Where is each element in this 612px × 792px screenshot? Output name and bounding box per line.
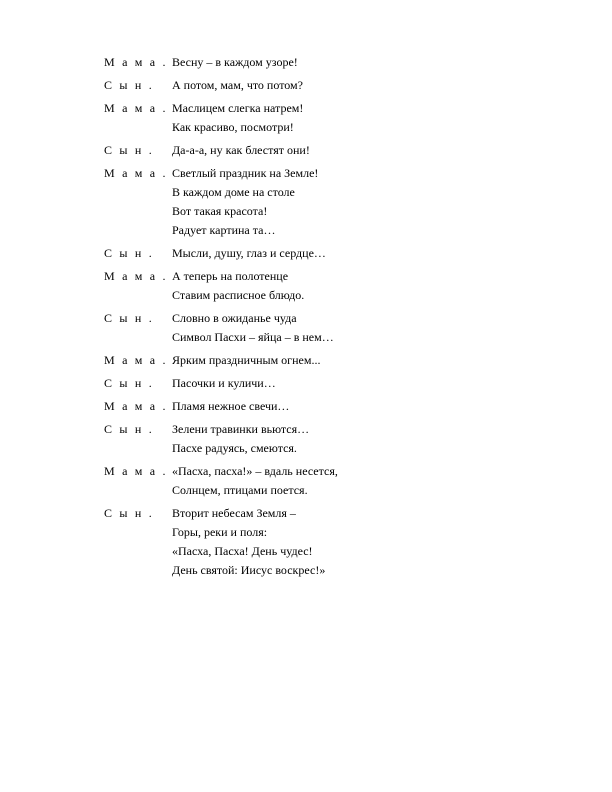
speech-lines <box>172 77 544 94</box>
speech-line: Мысли, душу, глаз и сердце… <box>172 246 326 260</box>
speech-lines <box>172 463 544 499</box>
speech-line: Вторит небесам Земля – <box>172 506 296 520</box>
speaker-name: М а м а . <box>104 353 168 367</box>
speech-lines <box>172 398 544 415</box>
speech-lines <box>172 505 544 579</box>
dialogue-entry <box>104 310 544 346</box>
dialogue-entry <box>104 100 544 136</box>
speech-lines <box>172 54 544 71</box>
speaker-name: С ы н . <box>104 506 154 520</box>
dialogue-entry <box>104 165 544 239</box>
speaker-name: М а м а . <box>104 399 168 413</box>
speaker-name: С ы н . <box>104 311 154 325</box>
dialogue-entry <box>104 268 544 304</box>
speaker-name: М а м а . <box>104 269 168 283</box>
dialogue-entry <box>104 398 544 415</box>
speech-lines <box>172 142 544 159</box>
speech-line: Горы, реки и поля: <box>172 525 268 539</box>
dialogue-entry <box>104 421 544 457</box>
speaker-name: С ы н . <box>104 422 154 436</box>
speaker-name: С ы н . <box>104 78 154 92</box>
dialogue-entry <box>104 245 544 262</box>
speech-line: А потом, мам, что потом? <box>172 78 303 92</box>
dialogue-entry <box>104 142 544 159</box>
speech-line: Маслицем слегка натрем! <box>172 101 304 115</box>
speech-line: «Пасха, пасха!» – вдаль несется, <box>172 464 338 478</box>
speaker-name: С ы н . <box>104 376 154 390</box>
speech-line: Ставим расписное блюдо. <box>172 288 305 302</box>
dialogue-entry <box>104 505 544 579</box>
speech-line: Словно в ожиданье чуда <box>172 311 297 325</box>
speech-line: В каждом доме на столе <box>172 185 295 199</box>
dialogue-entry <box>104 77 544 94</box>
speech-line: Светлый праздник на Земле! <box>172 166 319 180</box>
speaker-name: М а м а . <box>104 101 168 115</box>
dialogue-entry <box>104 54 544 71</box>
speaker-name: М а м а . <box>104 55 168 69</box>
speaker-name: М а м а . <box>104 464 168 478</box>
dialogue-script <box>104 54 544 585</box>
speech-lines <box>172 375 544 392</box>
speech-line: День святой: Иисус воскрес!» <box>172 563 326 577</box>
speech-line: Да-а-а, ну как блестят они! <box>172 143 310 157</box>
speech-lines <box>172 165 544 239</box>
dialogue-entry <box>104 463 544 499</box>
speech-line: Пламя нежное свечи… <box>172 399 290 413</box>
speech-lines <box>172 310 544 346</box>
speech-line: Пасхе радуясь, смеются. <box>172 441 297 455</box>
dialogue-entry <box>104 352 544 369</box>
speech-lines <box>172 245 544 262</box>
speech-line: А теперь на полотенце <box>172 269 289 283</box>
speech-line: Как красиво, посмотри! <box>172 120 294 134</box>
speech-line: «Пасха, Пасха! День чудес! <box>172 544 313 558</box>
speech-lines <box>172 421 544 457</box>
speaker-name: С ы н . <box>104 143 154 157</box>
speech-lines <box>172 100 544 136</box>
speech-line: Радует картина та… <box>172 223 276 237</box>
speaker-name: С ы н . <box>104 246 154 260</box>
speech-line: Солнцем, птицами поется. <box>172 483 308 497</box>
speech-lines <box>172 352 544 369</box>
speaker-name: М а м а . <box>104 166 168 180</box>
speech-line: Вот такая красота! <box>172 204 268 218</box>
speech-line: Пасочки и куличи… <box>172 376 276 390</box>
dialogue-entry <box>104 375 544 392</box>
speech-lines <box>172 268 544 304</box>
speech-line: Ярким праздничным огнем... <box>172 353 321 367</box>
speech-line: Символ Пасхи – яйца – в нем… <box>172 330 334 344</box>
speech-line: Весну – в каждом узоре! <box>172 55 298 69</box>
speech-line: Зелени травинки вьются… <box>172 422 310 436</box>
